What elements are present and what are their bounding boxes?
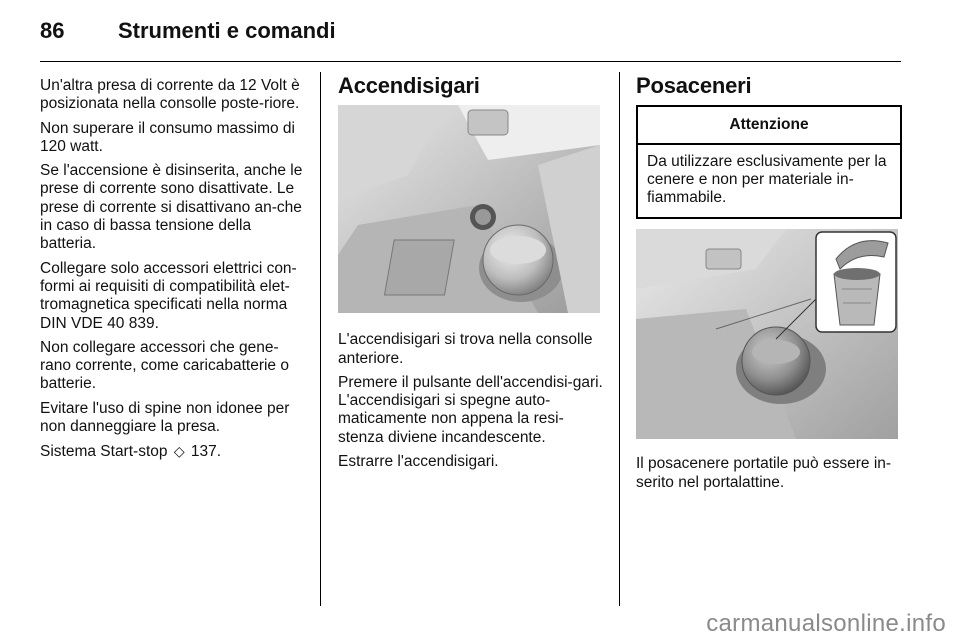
warning-title: Attenzione — [638, 107, 900, 144]
column-cigarette-lighter — [338, 73, 606, 477]
crossref-text: Sistema Start-stop — [40, 443, 168, 461]
warning-text: Da utilizzare esclusivamente per la cenere e non per materiale in-fiammabile. — [647, 152, 887, 207]
heading-accendisigari: Accendisigari — [338, 73, 480, 98]
section-title: Strumenti e comandi — [118, 18, 336, 43]
column-divider — [320, 72, 321, 606]
paragraph: Se l'accensione è disinserita, anche le prese di corrente sono disattivate. Le prese di corrente si disattivano an-che in caso di bassa tensione della batteria. — [40, 162, 303, 253]
heading-posaceneri: Posaceneri — [636, 73, 752, 98]
paragraph: Estrarre l'accendisigari. — [338, 453, 499, 471]
paragraph: Collegare solo accessori elettrici con-formi ai requisiti di compatibilità elet-tromagnetica specificati nella norma DIN VDE 40 839. — [40, 259, 297, 332]
warning-box — [636, 105, 902, 219]
header-rule — [40, 61, 901, 62]
page-header — [40, 18, 920, 48]
column-power-outlet — [40, 77, 308, 468]
cigarette-lighter-illustration — [338, 105, 600, 313]
paragraph: L'accendisigari si trova nella consolle anteriore. — [338, 331, 593, 367]
paragraph: Premere il pulsante dell'accendisi-gari. L'accendisigari si spegne auto-maticamente non appena la resi-stenza diviene incandescente. — [338, 373, 603, 446]
column-ashtrays — [636, 73, 902, 498]
paragraph: Un'altra presa di corrente da 12 Volt è posizionata nella consolle poste-riore. — [40, 77, 300, 113]
paragraph: Evitare l'uso di spine non idonee per non danneggiare la presa. — [40, 399, 290, 436]
page-number: 86 — [40, 18, 65, 43]
paragraph: Non collegare accessori che gene-rano corrente, come caricabatterie o batterie. — [40, 338, 289, 393]
ashtray-illustration — [636, 229, 898, 439]
column-divider — [619, 72, 620, 606]
arrow-ref-icon: ◇ — [173, 443, 185, 460]
cross-reference[interactable] — [40, 442, 308, 461]
crossref-page: 137. — [190, 443, 222, 461]
caption: Il posacenere portatile può essere in-serito nel portalattine. — [636, 455, 892, 491]
paragraph: Non superare il consumo massimo di 120 watt. — [40, 119, 295, 155]
watermark-text: carmanualsonline.info — [706, 610, 946, 637]
